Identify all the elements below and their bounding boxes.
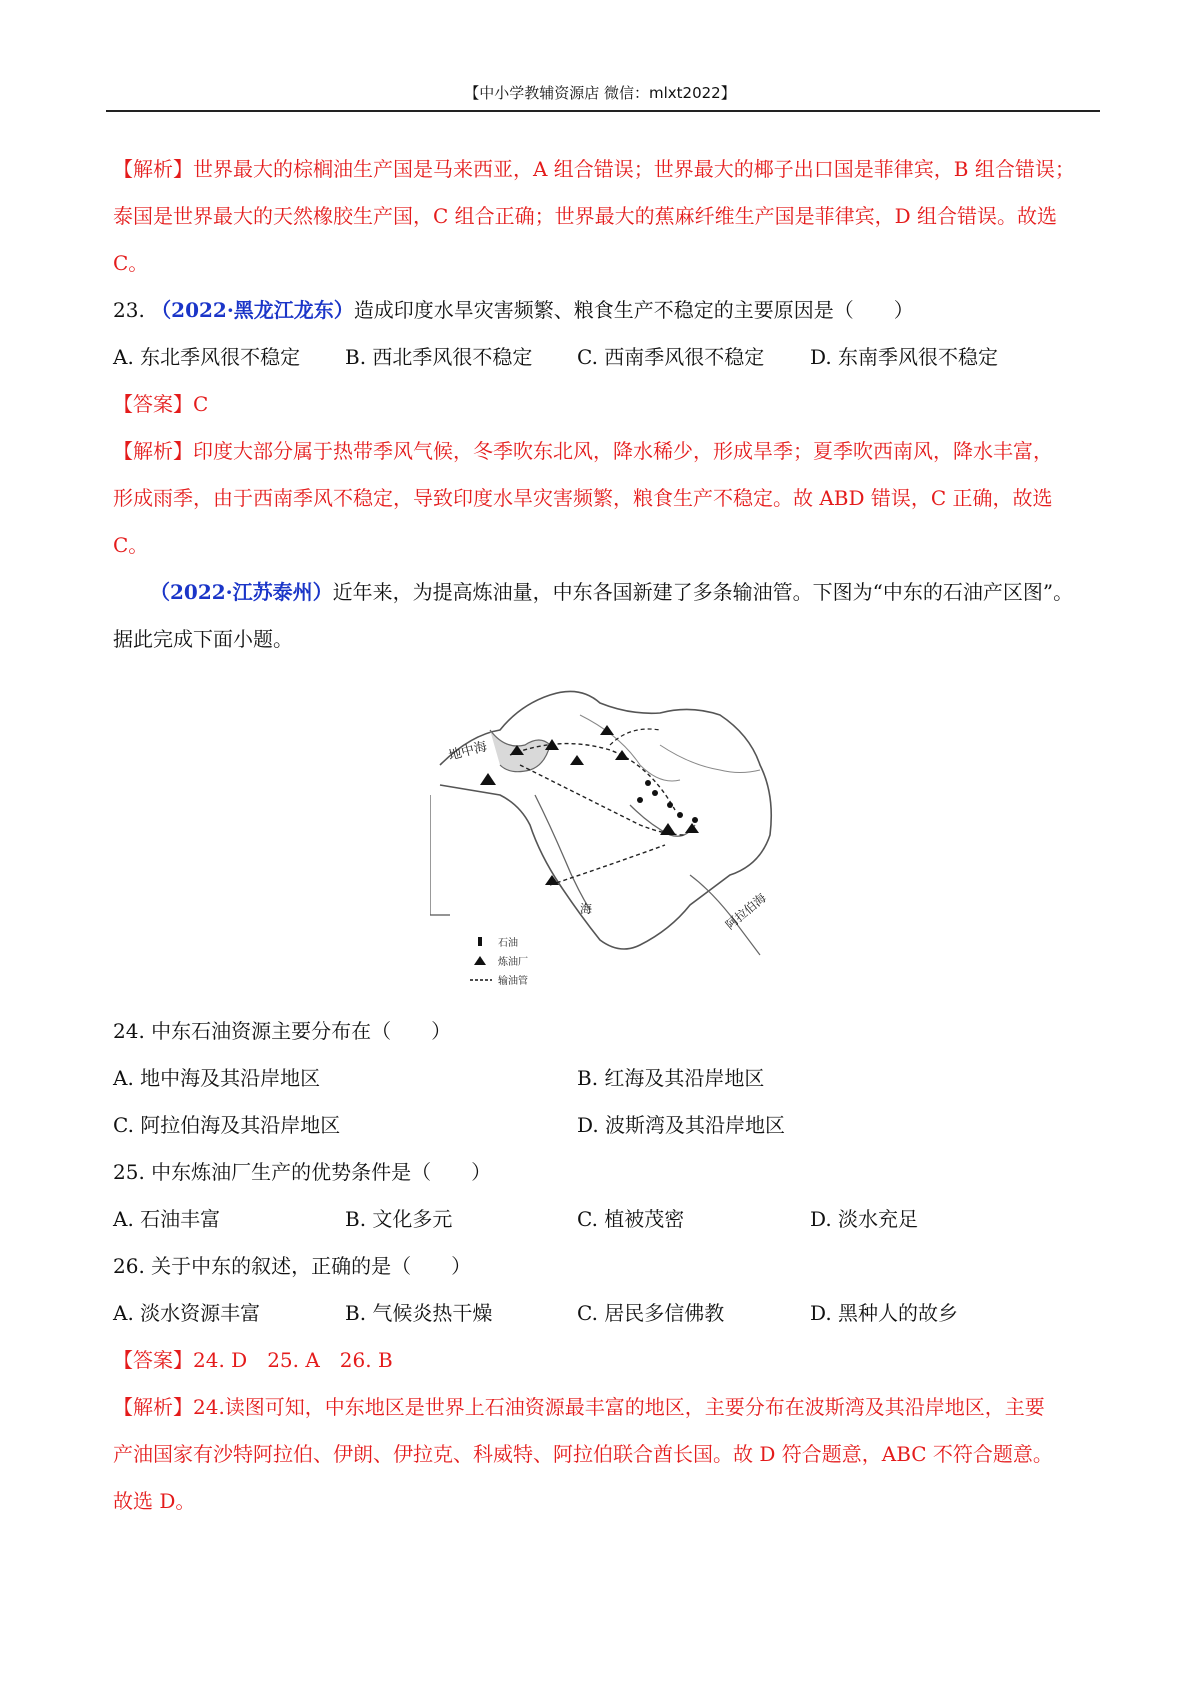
q23-option-b: B. 西北季风很不稳定	[345, 345, 533, 369]
q23-question	[113, 300, 914, 320]
q23-source: （2022·黑龙江龙东）	[151, 298, 354, 322]
legend-oil: 石油	[498, 938, 518, 949]
q23-option-a: A. 东北季风很不稳定	[113, 345, 301, 369]
q26-option-b: B. 气候炎热干燥	[345, 1301, 493, 1325]
legend-refinery: 炼油厂	[498, 957, 528, 968]
answers-analysis-line2: 产油国家有沙特阿拉伯、伊朗、伊拉克、科威特、阿拉伯联合酋长国。故 D 符合题意，ABC 不符合题意。	[113, 1442, 1053, 1466]
q25-option-d: D. 淡水充足	[810, 1207, 919, 1231]
q23-answer: 【答案】C	[113, 392, 209, 416]
q25-stem: 25. 中东炼油厂生产的优势条件是（ ）	[113, 1160, 492, 1184]
q25-option-b: B. 文化多元	[345, 1207, 453, 1231]
q22-analysis-line2: 泰国是世界最大的天然橡胶生产国，C 组合正确；世界最大的蕉麻纤维生产国是菲律宾，D 组合错误。故选	[113, 204, 1058, 228]
header-rule	[106, 110, 1100, 112]
q23-analysis-line2: 形成雨季，由于西南季风不稳定，导致印度水旱灾害频繁，粮食生产不稳定。故 ABD 错误，C 正确，故选	[113, 486, 1053, 510]
q26-option-d: D. 黑种人的故乡	[810, 1301, 959, 1325]
q23-stem: 造成印度水旱灾害频繁、粮食生产不稳定的主要原因是（ ）	[353, 298, 914, 322]
answers-analysis-line1: 【解析】24.读图可知，中东地区是世界上石油资源最丰富的地区，主要分布在波斯湾及其沿岸地区，主要	[113, 1395, 1045, 1419]
q25-option-a: A. 石油丰富	[113, 1207, 221, 1231]
q23-analysis-line3: C。	[113, 533, 149, 557]
group-source: （2022·江苏泰州）	[150, 580, 333, 604]
q23-option-d: D. 东南季风很不稳定	[810, 345, 999, 369]
answers-analysis-line3: 故选 D。	[113, 1489, 196, 1513]
group-intro: 近年来，为提高炼油量，中东各国新建了多条输油管。下图为“中东的石油产区图”。	[332, 580, 1074, 604]
q24-option-a: A. 地中海及其沿岸地区	[113, 1066, 321, 1090]
q24-option-d: D. 波斯湾及其沿岸地区	[577, 1113, 786, 1137]
q24-stem: 24. 中东石油资源主要分布在（ ）	[113, 1019, 452, 1043]
q25-option-c: C. 植被茂密	[577, 1207, 685, 1231]
q23-option-c: C. 西南季风很不稳定	[577, 345, 765, 369]
q24-option-b: B. 红海及其沿岸地区	[577, 1066, 765, 1090]
legend-pipeline: 输油管	[498, 976, 528, 987]
page-header: 【中小学教辅资源店 微信：mlxt2022】	[464, 84, 736, 102]
group-intro-line2: 据此完成下面小题。	[113, 627, 293, 651]
q23-number: 23.	[113, 298, 145, 322]
q22-analysis-line1: 【解析】世界最大的棕榈油生产国是马来西亚，A 组合错误；世界最大的椰子出口国是菲律宾，B 组合错误；	[113, 157, 1075, 181]
map-label-mediterranean: 地中海	[447, 739, 489, 764]
group-intro-line1	[150, 582, 1073, 602]
q23-analysis-line1: 【解析】印度大部分属于热带季风气候，冬季吹东北风，降水稀少，形成旱季；夏季吹西南风，降水丰富，	[113, 439, 1053, 463]
q26-option-c: C. 居民多信佛教	[577, 1301, 725, 1325]
q22-analysis-line3: C。	[113, 251, 149, 275]
q24-option-c: C. 阿拉伯海及其沿岸地区	[113, 1113, 341, 1137]
map-label-arabian-sea: 阿拉伯海	[722, 890, 769, 933]
middle-east-oil-map	[430, 675, 787, 993]
q26-stem: 26. 关于中东的叙述，正确的是（ ）	[113, 1254, 472, 1278]
map-label-sea: 海	[580, 902, 593, 916]
answers-line: 【答案】24. D 25. A 26. B	[113, 1348, 393, 1372]
q26-option-a: A. 淡水资源丰富	[113, 1301, 261, 1325]
